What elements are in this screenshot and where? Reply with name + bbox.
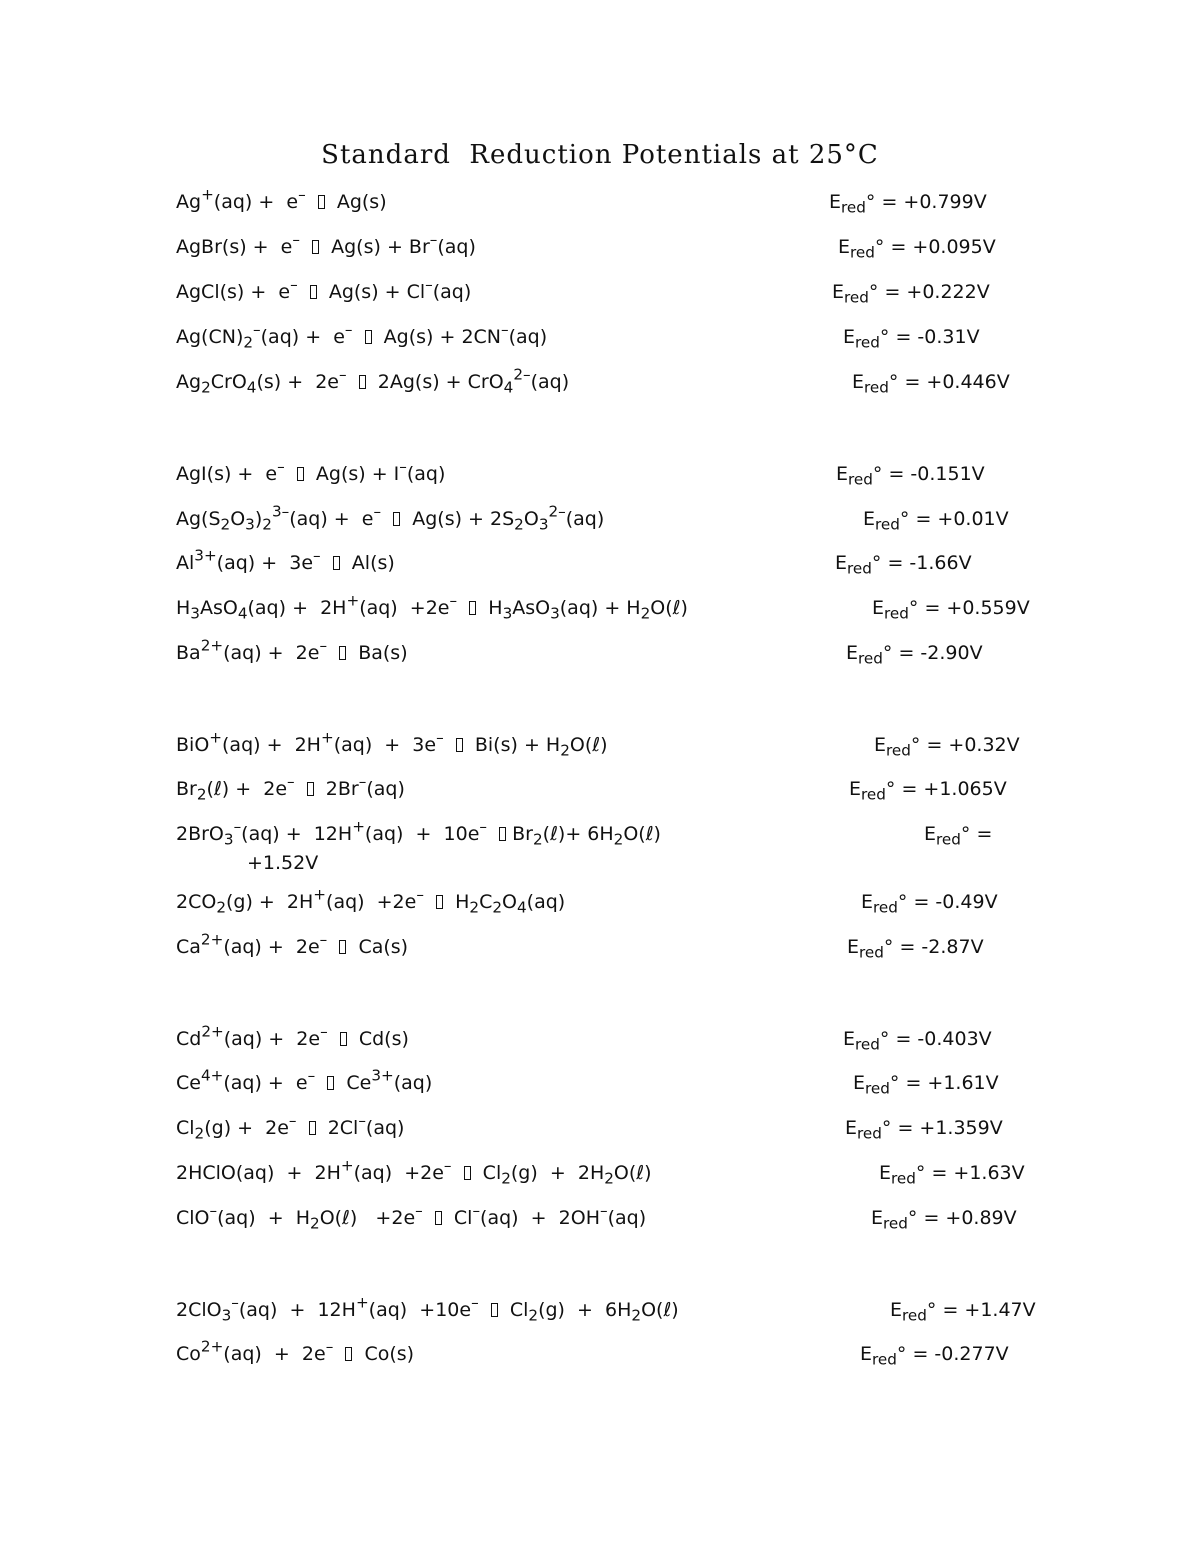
reaction-arrow-icon (435, 1211, 442, 1225)
reaction-equation: $H_3AsO_4(aq) + 2H^+(aq) +2e^-$ $H_3AsO_3(aq)$ + $H_2O(\ell)$ (176, 591, 688, 623)
reaction-arrow-icon (491, 1303, 498, 1317)
reduction-potential: $E_{red}^\circ = +1.61V$ (853, 1072, 999, 1098)
reaction-equation: $Ag(CN)_2^-(aq) + e^-$ Ag(s) + 2CN–(aq) (176, 320, 548, 352)
reaction-arrow-icon (365, 330, 372, 344)
reduction-potential: $E_{red}^\circ = -0.403V$ (843, 1028, 992, 1054)
reduction-potential: $E_{red}^\circ = +0.01V$ (863, 508, 1009, 534)
reduction-potential: $E_{red}^\circ = +1.47V$ (890, 1299, 1036, 1325)
reaction-arrow-icon (312, 240, 319, 254)
reduction-potential: $E_{red}^\circ = +1.359V$ (845, 1117, 1003, 1143)
reaction-arrow-icon (345, 1347, 352, 1361)
reaction-arrow-icon (436, 895, 443, 909)
reaction-equation: AgBr(s) + e– Ag(s) + Br–(aq) (176, 230, 476, 258)
reaction-equation: 2HClO(aq) + 2H+(aq) +2e– $Cl_2(g)$ + $2H_2O(\ell)$ (176, 1156, 652, 1188)
reaction-arrow-icon (393, 512, 400, 526)
reaction-equation: $Ag(S_2O_3)_2^{3-}(aq) + e^-$ $Ag(s) + 2S_2O_3^{2-}(aq)$ (176, 502, 605, 534)
page-title: Standard Reduction Potentials at 25°C (321, 140, 879, 170)
reaction-equation: $Ba^{2+}(aq) + 2e^-$ Ba(s) (176, 636, 408, 664)
reduction-potential: $E_{red}^\circ = +0.32V$ (874, 734, 1020, 760)
reaction-equation: $Co^{2+}(aq) + 2e^-$ Co(s) (176, 1337, 415, 1365)
reaction-arrow-icon (339, 646, 346, 660)
reaction-equation: 2BrO$_3$–(aq) + 12H+(aq) + 10e– $Br_2(\ell)+$ $6H_2O(\ell)$ (176, 817, 661, 849)
reaction-arrow-icon (456, 738, 463, 752)
reduction-potential: $E_{red}^\circ = +0.446V$ (852, 371, 1010, 397)
reaction-arrow-icon (297, 467, 304, 481)
reaction-equation: $Br_2(\ell) + 2e^-$ 2Br–(aq) (176, 772, 405, 804)
reaction-equation: AgI(s) + e– Ag(s) + I–(aq) (176, 457, 446, 485)
reaction-equation: Ag+(aq) + e– Ag(s) (176, 185, 387, 213)
reduction-potential: $E_{red}^\circ = +0.559V$ (872, 597, 1030, 623)
reaction-equation: $Ce^{4+}(aq) + e^-$ $Ce^{3+}(aq)$ (176, 1066, 433, 1094)
reaction-equation: 2ClO$_3$–(aq) + 12H+(aq) +10e– $Cl_2(g)$ + $6H_2O(\ell)$ (176, 1293, 679, 1325)
reduction-potential: $E_{red}^\circ = +0.222V$ (832, 281, 990, 307)
reduction-potential: $E_{red}^\circ$ = (924, 823, 993, 849)
reaction-arrow-icon (310, 285, 317, 299)
reduction-potential: $E_{red}^\circ = +0.095V$ (838, 236, 996, 262)
reduction-potential: $E_{red}^\circ = -0.49V$ (861, 891, 998, 917)
reaction-equation: $Al^{3+}(aq) + 3e^-$ Al(s) (176, 546, 395, 574)
reaction-arrow-icon (340, 1032, 347, 1046)
reaction-arrow-icon (327, 1076, 334, 1090)
reduction-potential: $E_{red}^\circ = -2.90V$ (846, 642, 983, 668)
reduction-potential: $E_{red}^\circ = -1.66V$ (835, 552, 972, 578)
reaction-equation: $Cd^{2+}(aq) + 2e^-$ Cd(s) (176, 1022, 409, 1050)
reaction-equation: AgCl(s) + e– Ag(s) + Cl–(aq) (176, 275, 472, 303)
reaction-arrow-icon (499, 827, 506, 841)
reaction-equation: $ClO^-(aq) + H_2O(\ell) +2e^-$ Cl–(aq) + 2OH–(aq) (176, 1201, 647, 1233)
reaction-arrow-icon (339, 940, 346, 954)
reaction-arrow-icon (309, 1121, 316, 1135)
reaction-arrow-icon (333, 556, 340, 570)
reduction-potential: $E_{red}^\circ = -2.87V$ (847, 936, 984, 962)
reaction-equation: BiO+(aq) + 2H+(aq) + 3e– $Bi(s) + H_2O(\ell)$ (176, 728, 608, 760)
reduction-potential-continued: +1.52V (247, 852, 319, 874)
reduction-potential: $E_{red}^\circ = +1.065V$ (849, 778, 1007, 804)
reduction-potential: $E_{red}^\circ = -0.277V$ (860, 1343, 1009, 1369)
reduction-potential: $E_{red}^\circ = +1.63V$ (879, 1162, 1025, 1188)
reaction-equation: $Ag_2CrO_4(s) + 2e^-$ 2Ag(s) + CrO$_4^{2-}$(aq) (176, 365, 570, 397)
reaction-equation: $Ca^{2+}(aq) + 2e^-$ Ca(s) (176, 930, 409, 958)
reaction-equation: $Cl_2(g) + 2e^-$ 2Cl–(aq) (176, 1111, 405, 1143)
reduction-potential: $E_{red}^\circ = +0.89V$ (871, 1207, 1017, 1233)
reaction-arrow-icon (318, 195, 325, 209)
reaction-equation: $2CO_2(g) + 2H^+(aq) +2e^-$ $H_2C_2O_4(aq)$ (176, 885, 566, 917)
reaction-arrow-icon (307, 782, 314, 796)
reaction-arrow-icon (359, 375, 366, 389)
reaction-arrow-icon (469, 601, 476, 615)
reduction-potential: $E_{red}^\circ = +0.799V$ (829, 191, 987, 217)
reduction-potential: $E_{red}^\circ = -0.31V$ (843, 326, 980, 352)
reduction-potential: $E_{red}^\circ = -0.151V$ (836, 463, 985, 489)
reaction-arrow-icon (464, 1166, 471, 1180)
